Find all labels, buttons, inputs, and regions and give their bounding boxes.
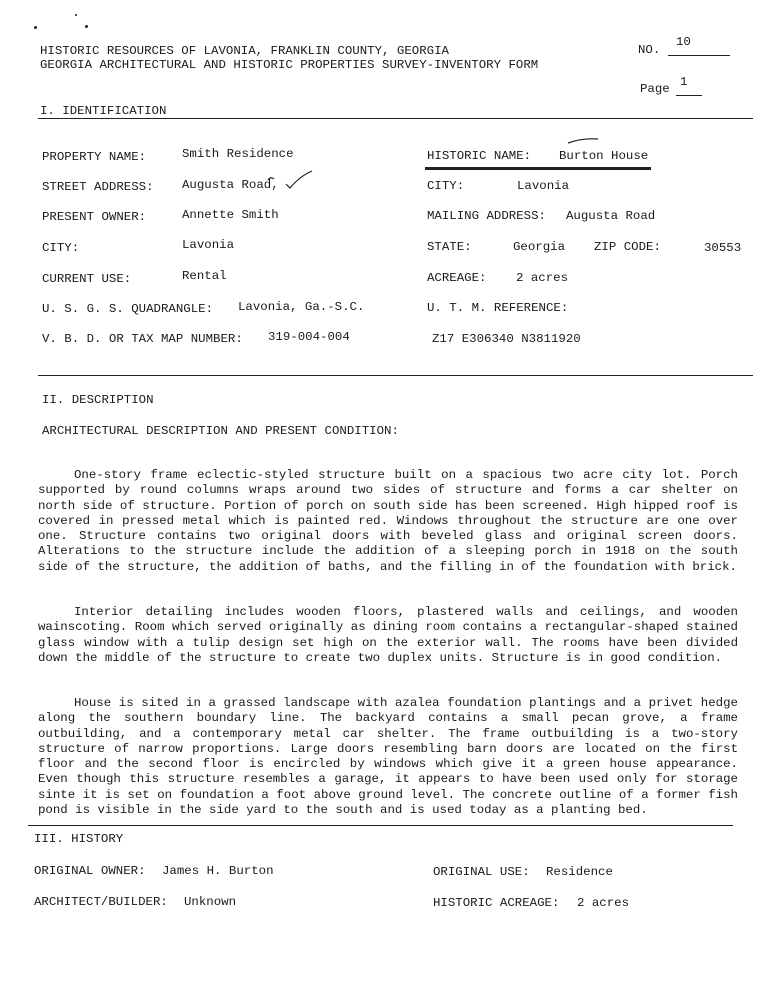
section-divider xyxy=(38,118,753,119)
section-heading-identification: I. IDENTIFICATION xyxy=(40,104,167,118)
present-owner-value: Annette Smith xyxy=(182,208,279,222)
city-value-right: Lavonia xyxy=(517,179,570,193)
current-use-value: Rental xyxy=(182,269,227,283)
stray-mark xyxy=(75,14,77,16)
original-owner-value: James H. Burton xyxy=(162,864,274,878)
property-name-label: PROPERTY NAME: xyxy=(42,150,147,164)
architect-builder-label: ARCHITECT/BUILDER: xyxy=(34,895,168,909)
tax-map-number-value: 319-004-004 xyxy=(268,330,350,344)
quadrangle-label: U. S. G. S. QUADRANGLE: xyxy=(42,302,214,316)
tax-map-number-label: V. B. D. OR TAX MAP NUMBER: xyxy=(42,332,243,346)
form-title-line-2: GEORGIA ARCHITECTURAL AND HISTORIC PROPERTIES SURVEY-INVENTORY FORM xyxy=(40,58,539,72)
utm-reference-label: U. T. M. REFERENCE: xyxy=(427,301,569,315)
present-owner-label: PRESENT OWNER: xyxy=(42,210,147,224)
check-mark xyxy=(266,168,314,190)
utm-reference-value: Z17 E306340 N3811920 xyxy=(432,332,581,346)
section-divider xyxy=(38,375,753,376)
historic-acreage-value: 2 acres xyxy=(577,896,630,910)
city-label-right: CITY: xyxy=(427,179,465,193)
page-label: Page xyxy=(640,82,670,96)
zip-code-label: ZIP CODE: xyxy=(594,240,661,254)
state-label: STATE: xyxy=(427,240,472,254)
page-value: 1 xyxy=(680,75,688,89)
historic-acreage-label: HISTORIC ACREAGE: xyxy=(433,896,560,910)
architect-builder-value: Unknown xyxy=(184,895,237,909)
original-use-label: ORIGINAL USE: xyxy=(433,865,530,879)
description-paragraph: One-story frame eclectic-styled structure built on a spacious two acre city lot. Porch supported by round columns wraps around two sides of structure and forms a car shelter on north side of structure. Portion of porch on south side has been screened. High hipped roof is covered in pressed metal which is painted red. Windows throughout the structure are one over one. Structure contains two original doors with beveled glass and original screen doors. Alterations to the structure include the addition of a sleeping porch in 1918 on the south side of the structure, the addition of baths, and the filling in of the foundation with brick. xyxy=(38,468,738,574)
stray-mark xyxy=(34,26,37,29)
original-use-value: Residence xyxy=(546,865,613,879)
current-use-label: CURRENT USE: xyxy=(42,272,132,286)
form-title-line-1: HISTORIC RESOURCES OF LAVONIA, FRANKLIN COUNTY, GEORGIA xyxy=(40,44,449,58)
stray-mark xyxy=(85,25,88,28)
mailing-address-value: Augusta Road xyxy=(566,209,656,223)
description-paragraph: House is sited in a grassed landscape with azalea foundation plantings and a privet hedge along the southern boundary line. The backyard contains a small pecan grove, a frame outbuilding, and a contemporary metal car shelter. The frame outbuilding is a two-story structure of narrow proportions. Large doors resembling barn doors are located on the first floor and the second floor is encircled by windows which give it a green house appearance. Even though this structure resembles a garage, it appears to have been used only for storage sinte it is set on foundation a foot above ground level. The concrete outline of a former fish pond is visible in the side yard to the south and is used today as a planting bed. xyxy=(38,696,738,818)
description-paragraph: Interior detailing includes wooden floors, plastered walls and ceilings, and wooden wainscoting. Room which served originally as dining room contains a rectangular-shaped stained glass window with a tulip design set high on the exterior wall. The rooms have been divided down the middle of the structure to create two duplex units. Structure is in good condition. xyxy=(38,605,738,665)
section-heading-history: III. HISTORY xyxy=(34,832,124,846)
page-underline xyxy=(676,95,702,96)
section-divider xyxy=(28,825,733,826)
form-number-value: 10 xyxy=(676,35,691,49)
quadrangle-value: Lavonia, Ga.-S.C. xyxy=(238,300,365,314)
historic-name-value: Burton House xyxy=(559,149,649,163)
acreage-label: ACREAGE: xyxy=(427,271,487,285)
street-address-label: STREET ADDRESS: xyxy=(42,180,154,194)
street-address-value: Augusta Road, xyxy=(182,178,279,192)
form-number-underline xyxy=(668,55,730,56)
acreage-value: 2 acres xyxy=(516,271,569,285)
form-number-label: NO. xyxy=(638,43,661,57)
description-subheading: ARCHITECTURAL DESCRIPTION AND PRESENT CONDITION: xyxy=(42,424,399,438)
zip-code-value: 30553 xyxy=(704,241,742,255)
original-owner-label: ORIGINAL OWNER: xyxy=(34,864,146,878)
property-name-value: Smith Residence xyxy=(182,147,294,161)
historic-name-label: HISTORIC NAME: xyxy=(427,149,532,163)
mailing-address-label: MAILING ADDRESS: xyxy=(427,209,546,223)
city-value-left: Lavonia xyxy=(182,238,235,252)
historic-name-underline xyxy=(425,167,651,170)
section-heading-description: II. DESCRIPTION xyxy=(42,393,154,407)
state-value: Georgia xyxy=(513,240,566,254)
handwritten-mark xyxy=(566,137,600,145)
city-label-left: CITY: xyxy=(42,241,80,255)
